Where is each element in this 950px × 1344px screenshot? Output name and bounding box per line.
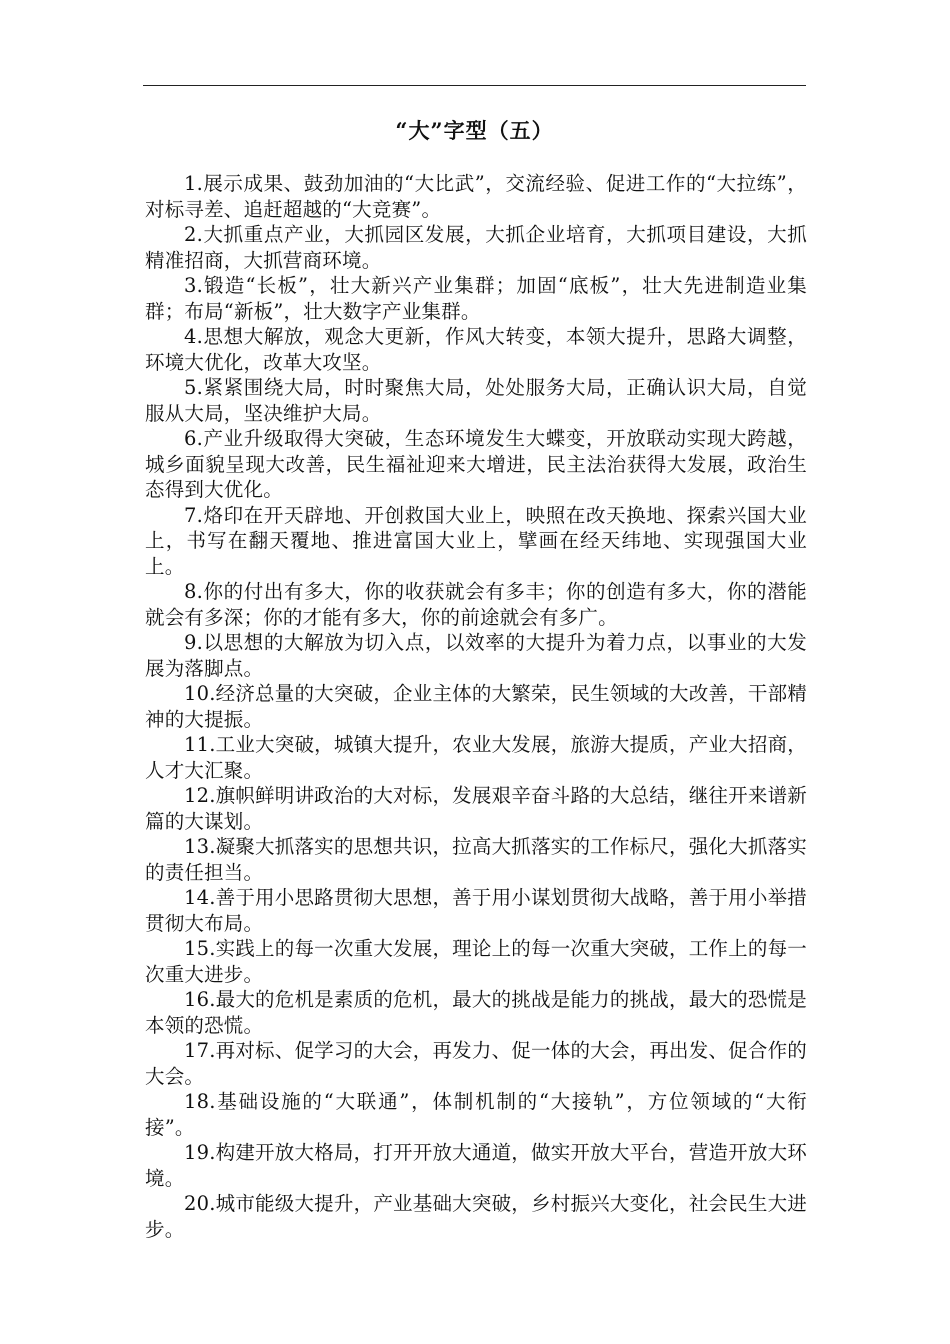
header-rule <box>143 85 806 86</box>
list-item: 1.展示成果、鼓劲加油的“大比武”，交流经验、促进工作的“大拉练”，对标寻差、追赶超越的“大竞赛”。 <box>145 172 807 221</box>
list-item: 13.凝聚大抓落实的思想共识，拉高大抓落实的工作标尺，强化大抓落实的责任担当。 <box>145 835 807 884</box>
list-item: 3.锻造“长板”，壮大新兴产业集群；加固“底板”，壮大先进制造业集群；布局“新板”，壮大数字产业集群。 <box>145 274 807 323</box>
list-item: 8.你的付出有多大，你的收获就会有多丰；你的创造有多大，你的潜能就会有多深；你的才能有多大，你的前途就会有多广。 <box>145 580 807 629</box>
list-item: 19.构建开放大格局，打开开放大通道，做实开放大平台，营造开放大环境。 <box>145 1141 807 1190</box>
list-item: 10.经济总量的大突破，企业主体的大繁荣，民生领域的大改善，干部精神的大提振。 <box>145 682 807 731</box>
list-item: 5.紧紧围绕大局，时时聚焦大局，处处服务大局，正确认识大局，自觉服从大局，坚决维护大局。 <box>145 376 807 425</box>
list-item: 12.旗帜鲜明讲政治的大对标，发展艰辛奋斗路的大总结，继往开来谱新篇的大谋划。 <box>145 784 807 833</box>
list-item: 14.善于用小思路贯彻大思想，善于用小谋划贯彻大战略，善于用小举措贯彻大布局。 <box>145 886 807 935</box>
list-item: 6.产业升级取得大突破，生态环境发生大蝶变，开放联动实现大跨越，城乡面貌呈现大改善，民生福祉迎来大增进，民主法治获得大发展，政治生态得到大优化。 <box>145 427 807 501</box>
document-body <box>145 171 807 1242</box>
list-item: 11.工业大突破，城镇大提升，农业大发展，旅游大提质，产业大招商，人才大汇聚。 <box>145 733 807 782</box>
list-item: 15.实践上的每一次重大发展，理论上的每一次重大突破，工作上的每一次重大进步。 <box>145 937 807 986</box>
list-item: 7.烙印在开天辟地、开创救国大业上，映照在改天换地、探索兴国大业上，书写在翻天覆地、推进富国大业上，擘画在经天纬地、实现强国大业上。 <box>145 503 807 578</box>
list-item: 4.思想大解放，观念大更新，作风大转变，本领大提升，思路大调整，环境大优化，改革大攻坚。 <box>145 325 807 374</box>
list-item: 9.以思想的大解放为切入点，以效率的大提升为着力点，以事业的大发展为落脚点。 <box>145 631 807 680</box>
list-item: 2.大抓重点产业，大抓园区发展，大抓企业培育，大抓项目建设，大抓精准招商，大抓营商环境。 <box>145 223 807 272</box>
list-item: 16.最大的危机是素质的危机，最大的挑战是能力的挑战，最大的恐慌是本领的恐慌。 <box>145 988 807 1037</box>
list-item: 18.基础设施的“大联通”，体制机制的“大接轨”，方位领域的“大衔接”。 <box>145 1090 807 1139</box>
list-item: 20.城市能级大提升，产业基础大突破，乡村振兴大变化，社会民生大进步。 <box>145 1192 807 1241</box>
list-item: 17.再对标、促学习的大会，再发力、促一体的大会，再出发、促合作的大会。 <box>145 1039 807 1088</box>
document-title: “大”字型（五） <box>395 118 554 143</box>
